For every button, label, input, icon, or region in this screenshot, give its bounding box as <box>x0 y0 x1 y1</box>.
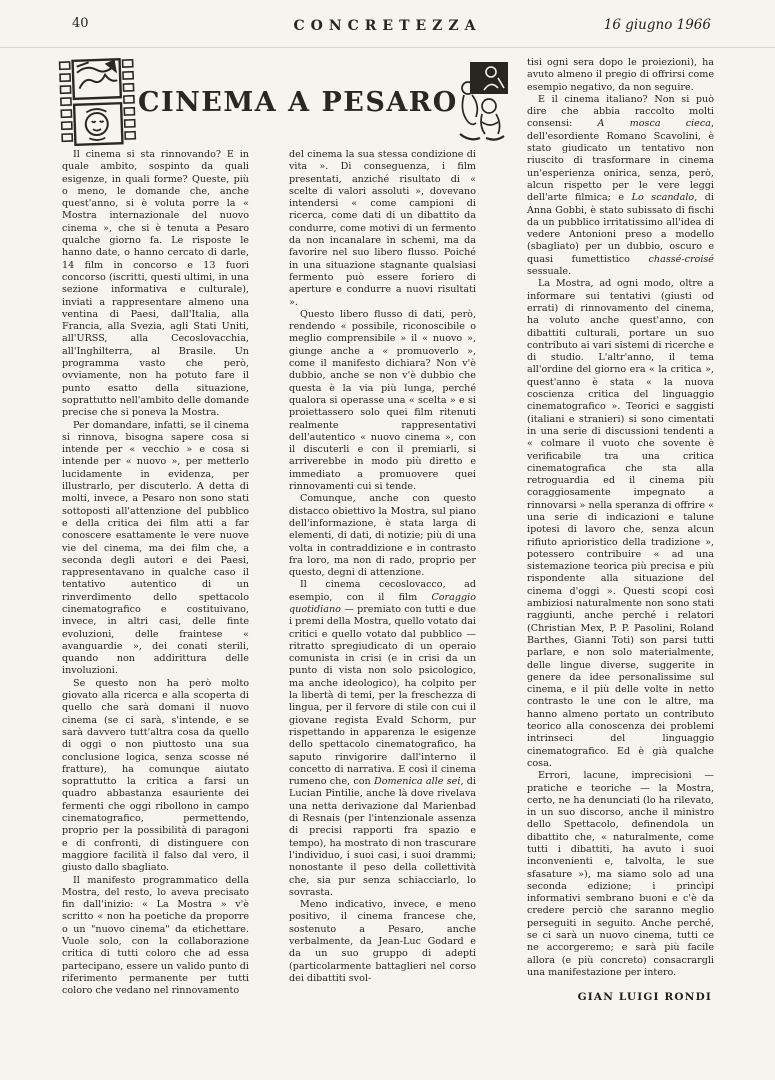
audience-sketch-icon <box>458 62 508 142</box>
paragraph: Se questo non ha però molto giovato alla ricerca e alla scoperta di quello che sarà domani il nuovo cinema (se ci sarà, s'intende, e se sarà davvero tutt'altra cosa da quello di oggi o non piuttosto una sua conclusione logica, senza scosse né fratture), ha comunque aiutato soprattutto la critica a farsi un quadro abbastanza esauriente dei fermenti che oggi ribollono in campo cinematografico, permettendo, proprio per la possibilità di paragoni e di confronti, di distinguere con maggiore facilità il falso dal vero, il giusto dallo sbagliato. <box>62 677 249 874</box>
article-byline: GIAN LUIGI RONDI <box>577 991 712 1004</box>
article-title-block <box>58 56 472 148</box>
issue-date: 16 giugno 1966 <box>603 17 711 33</box>
paragraph: Errori, lacune, imprecisioni — pratiche e teoriche — la Mostra, certo, ne ha denunciati (lo ha rilevato, in un suo discorso, anche il ministro dello Spettacolo, definendola un dibattito che, « naturalmente, come tutti i dibattiti, ha avuto i suoi inconvenienti e, talvolta, le sue sfasature »), ma siamo solo ad una seconda edizione; i princìpi informativi sembrano buoni e c'è da credere perciò che saranno meglio perseguiti in seguito. Anche perché, se ci sarà un nuovo cinema, tutti ce ne accorgeremo; e sarà più facile allora (e più concreto) consacrargli una manifestazione per intero. <box>527 770 714 978</box>
paragraph: La Mostra, ad ogni modo, oltre a informare sui tentativi (giusti od errati) di rinnovamento del cinema, ha voluto anche quest'anno, con dibattiti culturali, portare un suo contributo ai vari sistemi di ricerche e di studio. L'altr'anno, il tema all'ordine del giorno era « la critica », quest'anno è stata « la nuova coscienza critica del linguaggio cinematografico ». Teorici e saggisti (italiani e stranieri) si sono cimentati in una serie di discussioni tendenti a « colmare il vuoto che sovente è verificabile tra una critica cinematografica che sta alla retroguardia ed il cinema più coraggiosamente impegnato a rinnovarsi » nella speranza di offrire « una serie di indicazioni e talune ipotesi di lavoro che, senza alcun rifiuto aprioristico della tradizione », potessero contribuire « ad una sistemazione teorica più precisa e più rispondente alla situazione del cinema d'oggi ». Questi scopi così ambiziosi naturalmente non sono stati raggiunti, anche perché i relatori (Christian Mex, P. P. Pasolini, Roland Barthes, Gianni Toti) son parsi tutti parlare, e non solo materialmente, delle lingue diverse, suggerite in genere da idee personalissime sul cinema, e il più delle volte in netto contrasto le une con le altre, ma hanno almeno portato un contributo teorico alla conoscenza dei problemi intrinseci del linguaggio cinematografico. Ed è già qualche cosa. <box>527 278 714 769</box>
article-title: CINEMA A PESARO <box>138 86 458 118</box>
paragraph: Per domandare, infatti, se il cinema si rinnova, bisogna sapere cosa si intende per « vecchio » e cosa si intende per « nuovo », per metterlo lucidamente in evidenza, per illustrarlo, per discuterlo. A detta di molti, invece, a Pesaro non sono stati sottoposti all'attenzione del pubblico e della critica dei film atti a far conoscere esattamente le vere nuove vie del cinema, ma dei film che, a seconda degli autori e dei Paesi, rappresentavano in qualche caso il tentativo autentico di un rinverdimento dello spettacolo cinematografico e costituivano, invece, in altri casi, delle finte evoluzioni, delle fraintese « avanguardie », dei conati sterili, quando non addirittura delle involuzioni. <box>62 419 249 677</box>
paragraph: tisi ogni sera dopo le proiezioni), ha avuto almeno il pregio di offrirsi come esempio negativo, da non seguire. <box>527 57 714 93</box>
page-number: 40 <box>72 16 89 31</box>
film-strip-icon <box>58 58 138 146</box>
paragraph: E il cinema italiano? Non si può dire che abbia raccolto molti consensi: A mosca cieca, dell'esordiente Romano Scavolini, è stato giudicato un tentativo non riuscito di trasformare in cinema un'esperienza onirica, senza, però, alcun rispetto per le vere leggi dell'arte filmica; e Lo scandalo, di Anna Gobbi, è stato subissato di fischi da un pubblico irritatissimo all'idea di vedere Antonioni preso a modello (sbagliato) per un dubbio, oscuro e quasi fumettistico chassé-croisé sessuale. <box>527 93 714 278</box>
paragraph: Comunque, anche con questo distacco obiettivo la Mostra, sul piano dell'informazione, è stata larga di elementi, di dati, di notizie; più di una volta in contraddizione e in contrasto fra loro, ma non di rado, proprio per questo, degni di attenzione. <box>289 493 476 579</box>
paragraph: del cinema la sua stessa condizione di vita ». Di conseguenza, i film presentati, anziché risultato di « scelte di valori assoluti », dovevano intendersi « come campioni di ricerca, come dati di un dibattito da condurre, come motivi di un fermento da non incanalare in schemi, ma da favorire nel suo libero flusso. Poiché in una situazione stagnante qualsiasi fermento può essere foriero di aperture e condurre a nuovi risultati ». <box>289 149 476 308</box>
article-column-1 <box>62 149 249 997</box>
article-column-3 <box>527 57 714 1004</box>
paragraph: Questo libero flusso di dati, però, rendendo « possibile, riconoscibile o meglio comprensibile » il « nuovo », giunge anche a « promuoverlo », come il manifesto dichiara? Non v'è dubbio, anche se non v'è dubbio che questa è la via più lunga, perché qualora si operasse una « scelta » e si proiettassero solo quei film ritenuti realmente rappresentativi dell'autentico « nuovo cinema », con il discuterli e con il premiarli, si arriverebbe in modo più diretto e immediato a promuovere quei rinnovamenti cui si tende. <box>289 308 476 493</box>
masthead: CONCRETEZZA <box>293 18 482 34</box>
paragraph: Meno indicativo, invece, e meno positivo, il cinema francese che, sostenuto a Pesaro, anche verbalmente, da Jean-Luc Godard e da un suo gruppo di adepti (particolarmente battaglieri nel corso dei dibattiti svol- <box>289 899 476 984</box>
paragraph: Il manifesto programmatico della Mostra, del resto, lo aveva precisato fin dall'inizio: « La Mostra » v'è scritto « non ha poetiche da proporre o un "nuovo cinema" da etichettare. Vuole solo, con la collaborazione critica di tutti coloro che ad essa partecipano, essere un valido punto di riferimento permanente per tutti coloro che vedano nel rinnovamento <box>62 874 249 997</box>
article-column-2 <box>289 149 476 985</box>
paragraph: Il cinema si sta rinnovando? E in quale ambito, sospinto da quali esigenze, in quali forme? Queste, più o meno, le domande che, anche quest'anno, si è voluta porre la « Mostra internazionale del nuovo cinema », che si è tenuta a Pesaro qualche giorno fa. Le risposte le hanno date, o hanno cercato di darle, 14 film in concorso e 13 fuori concorso (iscritti, questi ultimi, in una sezione informativa e culturale), inviati a rappresentare almeno una ventina di Paesi, dall'Italia, alla Francia, alla Svezia, agli Stati Uniti, all'URSS, alla Cecoslovacchia, all'Inghilterra, al Brasile. Un programma vasto che però, ovviamente, non ha potuto fare il punto esatto della situazione, soprattutto nell'ambito delle domande precise che si poneva la Mostra. <box>62 149 249 419</box>
header-rule <box>0 47 775 48</box>
paragraph: Il cinema cecoslovacco, ad esempio, con il film Coraggio quotidiano — premiato con tutti e due i premi della Mostra, quello votato dai critici e quello votato dal pubblico — ritratto spregiudicato di un operaio comunista in crisi (e in crisi da un punto di vista non solo psicologico, ma anche ideologico), ha colpito per la libertà di temi, per la freschezza di lingua, per il fervore di stile con cui il giovane regista Evald Schorm, pur rispettando in apparenza le esigenze dello spettacolo cinematografico, ha saputo rinvigorire dall'interno il concetto di narrativa. E così il cinema rumeno che, con Domenica alle sei, di Lucian Pintilie, anche là dove rivelava una netta derivazione dal Marienbad di Resnais (per l'intenzionale assenza di precisi rapporti fra spazio e tempo), ha mostrato di non trascurare l'individuo, i suoi casi, i suoi drammi; nonostante il peso della collettività che, sia pur senza schiacciarlo, lo sovrasta. <box>289 579 477 898</box>
